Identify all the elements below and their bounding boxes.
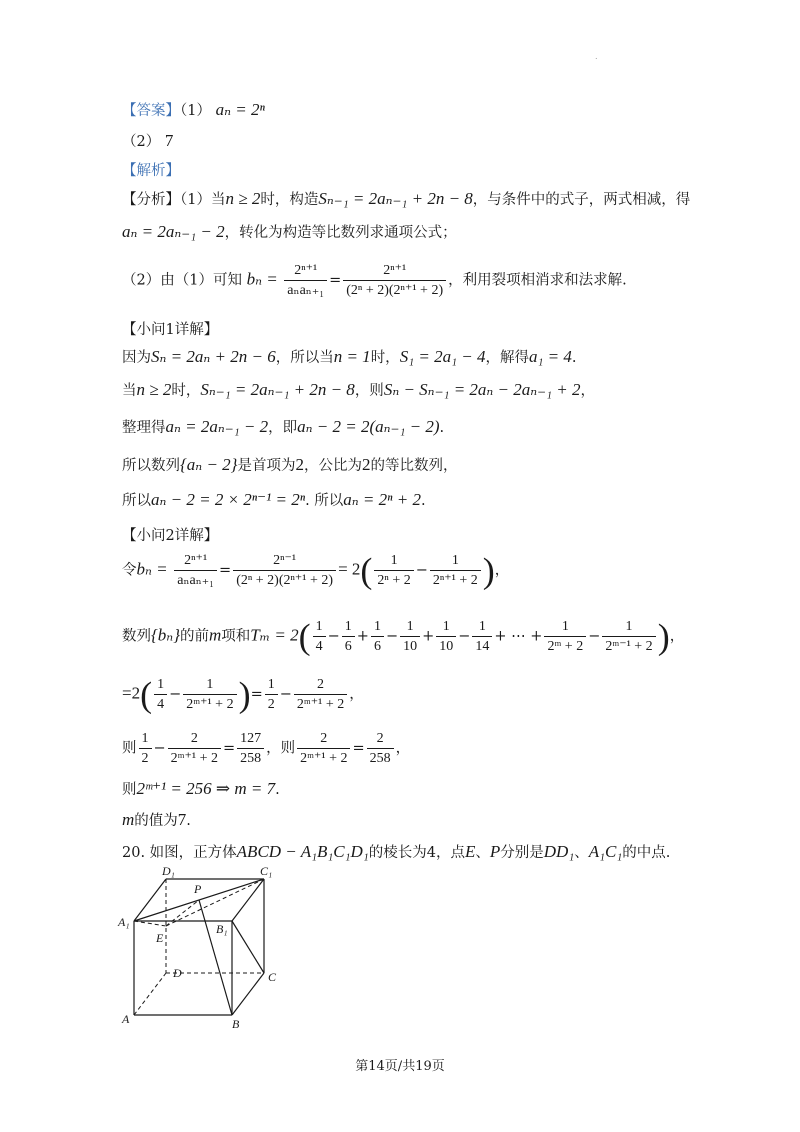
fraction-numerator: 1 (313, 618, 326, 637)
answer-label: 【答案】 (122, 103, 180, 119)
fraction-denominator: 10 (439, 639, 454, 654)
q1-formula: n = 1 (333, 347, 371, 366)
q2-formula: {bₙ} (151, 625, 180, 645)
edge-A1-D1 (134, 879, 166, 921)
q2-line-2: 数列{bₙ}的前m项和Tₘ = 2( $\frac{1}{4}$ − $\frac{1}{6}$ + $\frac{1}{6}$ − $\frac{1}{10}$ + $\frac{1}{10}$ − $\frac{1}{14}$ + ⋯ + $\frac{1}{\text{2ᵐ + 2}}$ − $\frac{1}{\text{2ᵐ⁻¹ + 2}}$ )， (122, 616, 685, 657)
fraction (168, 730, 221, 767)
q1-text: 时， (171, 383, 201, 399)
fraction-numerator: 1 (436, 618, 456, 637)
q1-text: 的等比数列， (370, 458, 458, 474)
q1-text: ，则 (354, 383, 384, 399)
label-A: A (122, 1012, 130, 1026)
fraction-denominator: 2ⁿ + 2 (377, 573, 411, 588)
label-B1: B₁ (216, 922, 228, 936)
q1-formula: Sₙ − Sₙ₋₁ = 2aₙ − 2aₙ₋₁ + 2 (383, 380, 581, 399)
p20-text: 分别是 (500, 845, 544, 861)
left-paren: ( (298, 616, 311, 657)
label-P: P (194, 882, 202, 896)
fraction-numerator: 2ⁿ⁻¹ (233, 552, 336, 571)
fraction-numerator: 2ⁿ⁺¹ (343, 262, 446, 281)
q1-text: ，即 (268, 420, 298, 436)
q1-line-5 (122, 490, 426, 511)
fraction-denominator: aₙaₙ₊₁ (287, 283, 325, 298)
q2-heading: 【小问2详解】 (122, 528, 219, 544)
q1-text: ，解得 (485, 350, 529, 366)
fraction-numerator: 1 (544, 618, 586, 637)
right-paren: ) (657, 616, 670, 657)
q2-text: 的值为 (134, 813, 178, 829)
analysis-label: 【解析】 (122, 163, 180, 179)
q1-formula: aₙ − 2 = 2(aₙ₋₁ − 2) (297, 417, 440, 436)
q1-text: . (571, 350, 577, 366)
q1-text: 时， (370, 350, 400, 366)
q2-text: 项和 (221, 628, 251, 645)
fraction-denominator: aₙaₙ₊₁ (177, 573, 215, 588)
q2-formula: =2 (122, 683, 141, 703)
fraction (436, 618, 456, 655)
answer-part1-formula: aₙ = 2ⁿ (215, 100, 265, 119)
fraction-numerator: 1 (371, 618, 384, 637)
fraction (183, 676, 236, 713)
answer-line-2 (122, 131, 173, 152)
label-D: D (173, 966, 182, 980)
fraction-denominator: 2ᵐ⁻¹ + 2 (605, 639, 653, 654)
fraction-denominator: (2ⁿ + 2)(2ⁿ⁺¹ + 2) (236, 573, 334, 588)
fenxi-text: ，与条件中的式子，两式相减，得 (472, 192, 691, 208)
fraction (294, 676, 347, 713)
fraction (313, 618, 326, 655)
fraction-numerator: 2 (297, 730, 350, 749)
q1-formula: a₁ = 4 (528, 347, 572, 366)
fenxi-text: ，转化为构造等比数列求通项公式； (224, 225, 457, 241)
fraction (430, 552, 481, 589)
q2-text: 的前 (180, 628, 209, 645)
q1-text: 所以数列 (122, 458, 180, 474)
q1-formula: aₙ = 2aₙ₋₁ − 2 (165, 417, 269, 436)
q1-formula: S₁ = 2a₁ − 4 (399, 347, 486, 366)
fraction (174, 552, 217, 589)
q2-text: 则 (122, 740, 137, 757)
answer-part2-label: （2） (122, 134, 161, 150)
segment-C1-C-from-B1 (232, 921, 264, 973)
edge-B1-C1 (232, 879, 264, 921)
fraction-denominator: 2ⁿ⁺¹ + 2 (432, 573, 478, 588)
fenxi-formula: Sₙ₋₁ = 2aₙ₋₁ + 2n − 8 (318, 189, 473, 208)
q1-heading: 【小问1详解】 (122, 322, 219, 338)
q1-text: . (420, 493, 426, 509)
fraction-denominator: 2 (141, 751, 149, 766)
p20-text: 、 (475, 845, 490, 861)
q1-line-2 (122, 380, 595, 401)
q1-line-4 (122, 455, 457, 476)
label-D1: D₁ (162, 865, 175, 878)
fraction (400, 618, 420, 655)
fraction-numerator: 1 (430, 552, 481, 571)
q1-formula: aₙ = 2ⁿ + 2 (343, 490, 421, 509)
fraction (367, 730, 394, 767)
fenxi-text: （1）当 (180, 192, 226, 208)
p20-formula: A₁C₁ (588, 842, 623, 861)
fraction-numerator: 1 (400, 618, 420, 637)
q1-text: 整理得 (122, 420, 166, 436)
fraction-numerator: 1 (472, 618, 492, 637)
fraction-numerator: 127 (237, 730, 264, 749)
p20-formula: ABCD − A₁B₁C₁D₁ (236, 842, 369, 861)
q2-text: 令 (122, 562, 137, 579)
p20-text: 的中点. (622, 845, 671, 861)
fraction (544, 618, 586, 655)
q2-text: ， (395, 740, 411, 757)
fenxi-formula: aₙ = 2aₙ₋₁ − 2 (122, 222, 225, 241)
hidden-edge-A-D (134, 973, 166, 1015)
answer-part1-label: （1） (180, 103, 211, 119)
q1-text: . 所以 (305, 493, 344, 509)
fraction (374, 552, 413, 589)
q2-text: ， (494, 562, 510, 579)
p20-formula: E (464, 842, 476, 861)
fraction-numerator: 2ⁿ⁺¹ (174, 552, 217, 571)
fenxi-formula: n ≥ 2 (225, 189, 261, 208)
q1-text: 是首项为 (237, 458, 296, 474)
q1-formula: aₙ − 2 = 2 × 2ⁿ⁻¹ = 2ⁿ (151, 490, 306, 509)
q2-formula: 2ᵐ⁺¹ = 256 ⇒ m = 7 (136, 779, 276, 798)
p20-formula: P (489, 842, 501, 861)
fraction-numerator: 1 (154, 676, 167, 695)
q2-formula: m (209, 625, 222, 645)
q1-text: 因为 (122, 350, 151, 366)
left-paren: ( (360, 550, 373, 591)
q1-formula: Sₙ = 2aₙ + 2n − 6 (151, 347, 276, 366)
fraction (284, 262, 327, 299)
fenxi-text: 时，构造 (260, 192, 319, 208)
fraction-denominator: 6 (373, 639, 381, 654)
p20-text: 、 (574, 845, 589, 861)
q2-formula: Tₘ = 2 (250, 625, 299, 645)
fraction-denominator: 4 (157, 697, 165, 712)
q2-formula: 7 (177, 810, 187, 829)
fenxi-formula: bₙ = (246, 269, 278, 289)
q1-text: ， (580, 383, 596, 399)
q2-line-4: 则 $\frac{1}{2}$ − $\frac{2}{\text{2ᵐ⁺¹ + 2}}$ = $\frac{127}{258}$ ，则 $\frac{2}{\text{2ᵐ⁺¹ + 2}}$ = $\frac{2}{258}$ ， (122, 731, 411, 766)
label-B: B (232, 1017, 240, 1031)
hidden-segment-A1-E (134, 921, 166, 926)
fraction-denominator: 2 (267, 697, 275, 712)
q2-text: . (186, 813, 191, 829)
p20-formula: DD₁ (543, 842, 575, 861)
fraction-denominator: 14 (475, 639, 490, 654)
fraction-denominator: 10 (403, 639, 418, 654)
fraction (342, 618, 355, 655)
fraction-denominator: (2ⁿ + 2)(2ⁿ⁺¹ + 2) (346, 283, 444, 298)
page-footer: 第14页/共19页 (355, 1059, 445, 1074)
q1-text: 所以 (122, 493, 151, 509)
fraction-denominator: 2ᵐ⁺¹ + 2 (170, 751, 218, 766)
q2-line-3: =2( $\frac{1}{4}$ − $\frac{1}{\text{2ᵐ⁺¹ + 2}}$ )= $\frac{1}{2}$ − $\frac{2}{\text{2ᵐ⁺¹ + 2}}$ ， (122, 674, 364, 715)
right-paren: ) (482, 550, 495, 591)
cube-figure (110, 865, 300, 1035)
q1-formula: {aₙ − 2} (180, 455, 238, 474)
q2-line-6 (122, 810, 191, 831)
fenxi-text: ，利用裂项相消求和法求解. (448, 272, 627, 289)
fraction-numerator: 1 (602, 618, 655, 637)
fraction-denominator: 6 (344, 639, 352, 654)
fraction-numerator: 1 (342, 618, 355, 637)
q1-line-1 (122, 347, 576, 368)
label-C1: C₁ (260, 865, 273, 878)
q1-text: ，所以当 (275, 350, 334, 366)
q2-text: ， (349, 686, 364, 703)
fraction-numerator: 1 (374, 552, 413, 571)
fraction-numerator: 2 (294, 676, 347, 695)
fraction (297, 730, 350, 767)
q2-formula: bₙ = (136, 559, 168, 579)
fraction-numerator: 2 (367, 730, 394, 749)
fraction-denominator: 258 (369, 751, 391, 766)
fraction-numerator: 2 (168, 730, 221, 749)
fraction (371, 618, 384, 655)
q2-text: . (275, 782, 280, 798)
fraction-numerator: 1 (265, 676, 278, 695)
fenxi-line-2 (122, 222, 457, 243)
q2-text: ，则 (266, 740, 296, 757)
label-A1: A₁ (118, 915, 130, 929)
fraction (602, 618, 655, 655)
q1-line-3 (122, 417, 444, 438)
right-paren: ) (238, 674, 251, 715)
fraction (343, 262, 446, 299)
q1-text: ，公比为 (303, 458, 362, 474)
fraction-numerator: 1 (183, 676, 236, 695)
fenxi-label: 【分析】 (122, 192, 180, 208)
q1-formula: n ≥ 2 (136, 380, 172, 399)
left-paren: ( (140, 674, 153, 715)
fraction (233, 552, 336, 589)
label-C: C (268, 970, 277, 984)
q2-text: ， (669, 628, 685, 645)
label-E: E (156, 931, 164, 945)
fraction (237, 730, 264, 767)
q2-text: 则 (122, 782, 137, 798)
corner-mark: . (595, 52, 598, 61)
fenxi-line-1 (122, 189, 690, 210)
edge-B-C (232, 973, 264, 1015)
q2-formula: m (122, 810, 135, 829)
fraction-denominator: 2ᵐ⁺¹ + 2 (296, 697, 345, 712)
fraction-denominator: 4 (315, 639, 323, 654)
q1-formula: Sₙ₋₁ = 2aₙ₋₁ + 2n − 8 (200, 380, 355, 399)
q1-formula: 2 (361, 455, 371, 474)
fraction-denominator: 2ᵐ⁺¹ + 2 (300, 751, 348, 766)
fenxi-line-3: （2）由（1）可知 bₙ = $\frac{\text{2ⁿ⁺¹}}{\text{aₙaₙ₊₁}}$ = $\frac{\text{2ⁿ⁺¹}}{\text{(2ⁿ + 2)(2ⁿ⁺¹ + 2)}}$ ，利用裂项相消求和法求解. (122, 263, 627, 298)
fraction-denominator: 2ᵐ⁺¹ + 2 (186, 697, 234, 712)
answer-part2-value: 7 (164, 131, 174, 150)
fraction (139, 730, 152, 767)
p20-text: 的棱长为4，点 (368, 845, 465, 861)
fraction-denominator: 2ᵐ + 2 (547, 639, 584, 654)
answer-line-1 (122, 100, 265, 121)
q2-formula: = 2 (338, 559, 361, 579)
q2-text: 数列 (122, 628, 151, 645)
q1-text: . (439, 420, 445, 436)
fraction (472, 618, 492, 655)
hidden-segment-E-C1 (166, 879, 264, 926)
fraction-numerator: 2ⁿ⁺¹ (284, 262, 327, 281)
fraction-numerator: 1 (139, 730, 152, 749)
q1-formula: 2 (295, 455, 304, 474)
q1-text: 当 (122, 383, 137, 399)
fraction (265, 676, 278, 713)
p20-text: 20. 如图，正方体 (122, 845, 237, 861)
fraction (154, 676, 167, 713)
q2-formula: + ⋯ + (494, 628, 543, 645)
problem-20-statement (122, 842, 670, 863)
fraction-denominator: 258 (240, 751, 262, 766)
q2-line-1: 令bₙ = $\frac{\text{2ⁿ⁺¹}}{\text{aₙaₙ₊₁}}$ = $\frac{\text{2ⁿ⁻¹}}{\text{(2ⁿ + 2)(2ⁿ⁺¹ + 2)}}$ = 2( $\frac{1}{\text{2ⁿ + 2}}$ − $\frac{1}{\text{2ⁿ⁺¹ + 2}}$ )， (122, 550, 510, 591)
q2-line-5 (122, 779, 280, 800)
segment-P-B (199, 900, 232, 1015)
fenxi-text: （2）由（1）可知 (122, 272, 242, 289)
